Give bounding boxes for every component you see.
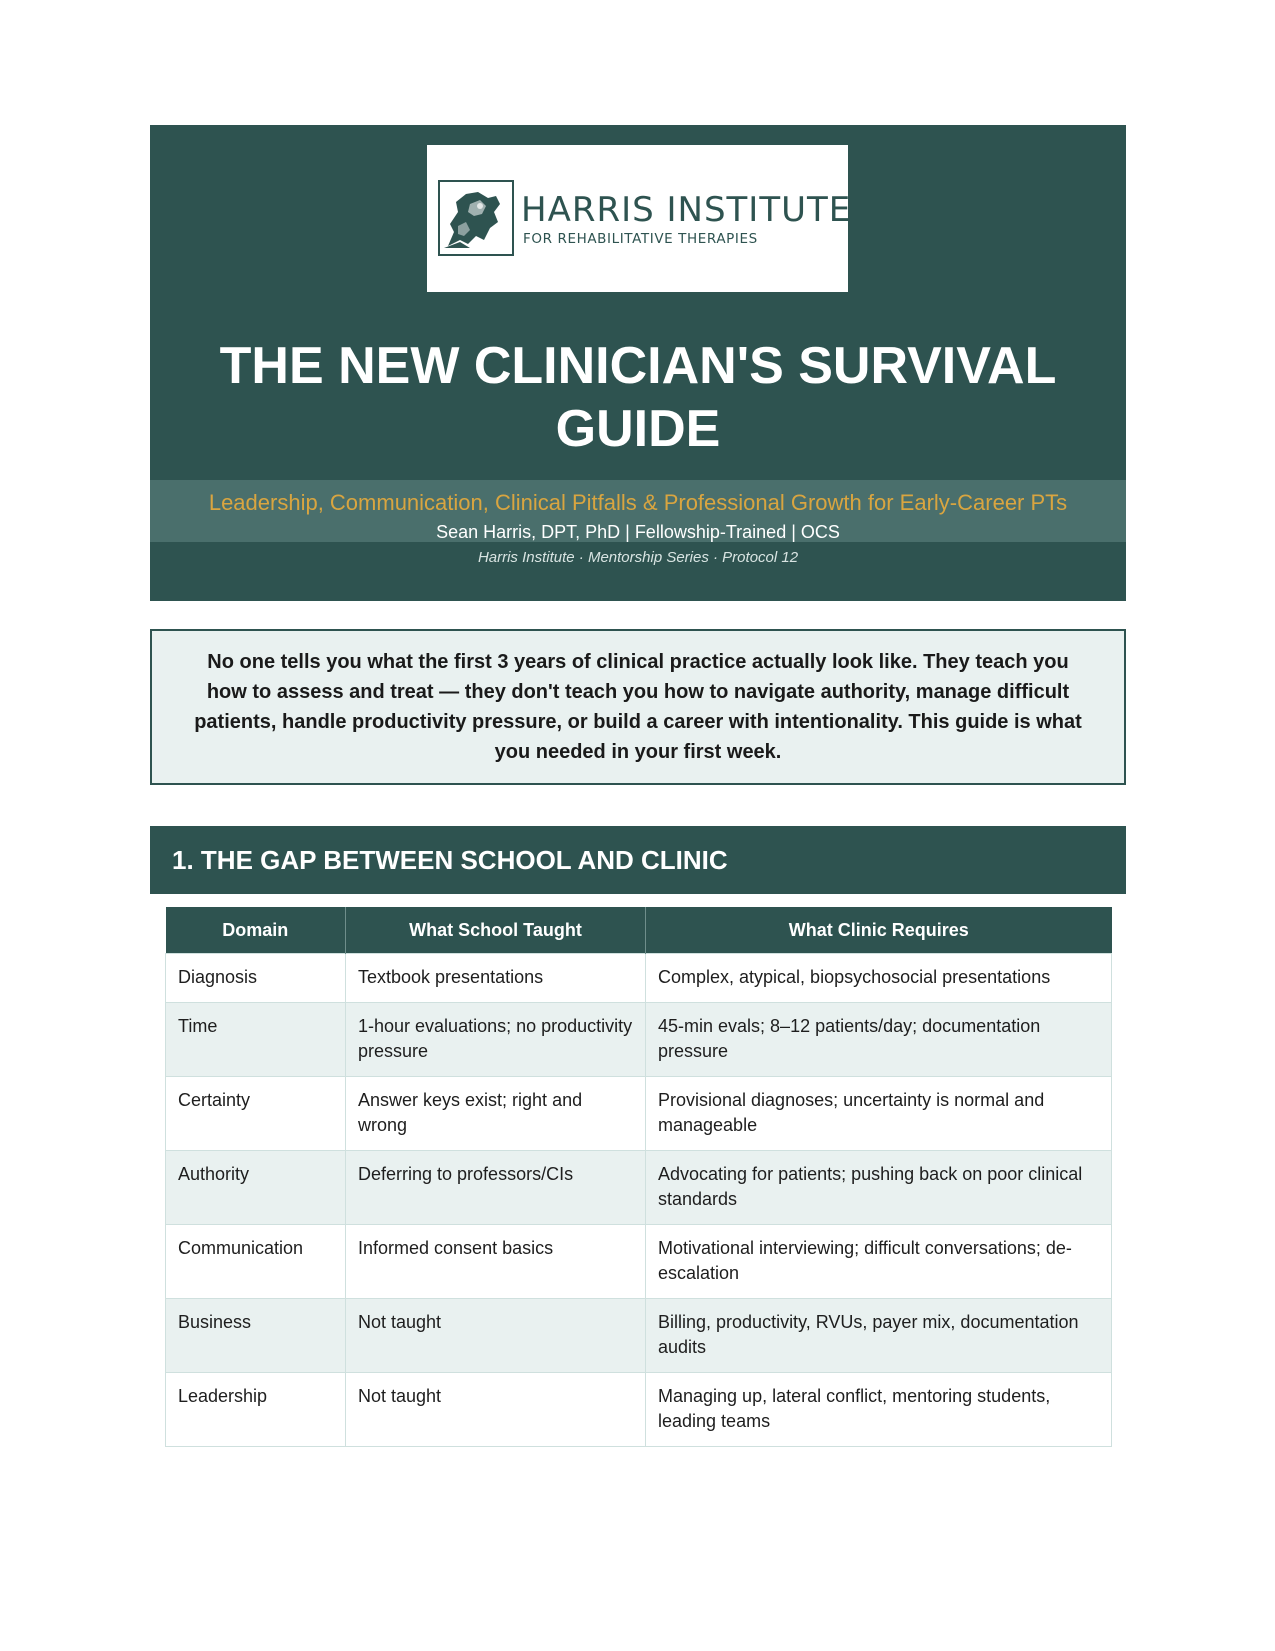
column-header-school: What School Taught <box>346 907 646 954</box>
table-cell: Time <box>166 1003 346 1077</box>
table-cell: Provisional diagnoses; uncertainty is normal and manageable <box>646 1077 1112 1151</box>
table-cell: Informed consent basics <box>346 1225 646 1299</box>
table-cell: Textbook presentations <box>346 954 646 1003</box>
section-heading <box>150 826 1126 894</box>
institute-logo <box>427 145 852 292</box>
column-header-clinic: What Clinic Requires <box>646 907 1112 954</box>
author-line: Sean Harris, DPT, PhD | Fellowship-Trained | OCS <box>436 522 840 542</box>
document-title: THE NEW CLINICIAN'S SURVIVAL GUIDE <box>219 337 1057 458</box>
intro-text: No one tells you what the first 3 years of clinical practice actually look like. They teach you how to assess and treat — they don't teach you how to navigate authority, manage difficult patients, handle productivity pressure, or build a career with intentionality. This guide is what you needed in your first week. <box>194 651 1082 763</box>
series-line: Harris Institute · Mentorship Series · Protocol 12 <box>477 549 799 566</box>
table-row <box>166 1077 1112 1151</box>
table-cell: Diagnosis <box>166 954 346 1003</box>
table-cell: Answer keys exist; right and wrong <box>346 1077 646 1151</box>
table-cell: Billing, productivity, RVUs, payer mix, documentation audits <box>646 1299 1112 1373</box>
table-row <box>166 1225 1112 1299</box>
table-cell: Authority <box>166 1151 346 1225</box>
table-header-row <box>166 907 1112 954</box>
table-cell: Deferring to professors/CIs <box>346 1151 646 1225</box>
tagline: Leadership, Communication, Clinical Pitfalls & Professional Growth for Early-Career PTs <box>208 490 1068 515</box>
table-cell: Communication <box>166 1225 346 1299</box>
table-row <box>166 1151 1112 1225</box>
table-row <box>166 1003 1112 1077</box>
logo-emblem-icon <box>438 180 514 256</box>
table-cell: 1-hour evaluations; no productivity pressure <box>346 1003 646 1077</box>
table-row <box>166 1299 1112 1373</box>
table-cell: Business <box>166 1299 346 1373</box>
table-row <box>166 1373 1112 1447</box>
table-cell: Not taught <box>346 1299 646 1373</box>
logo-subtitle: FOR REHABILITATIVE THERAPIES <box>523 231 758 247</box>
table-cell: Not taught <box>346 1373 646 1447</box>
intro-callout <box>150 629 1126 785</box>
table-cell: Certainty <box>166 1077 346 1151</box>
title-banner <box>150 125 1126 601</box>
table-cell: Complex, atypical, biopsychosocial presentations <box>646 954 1112 1003</box>
table-cell: Managing up, lateral conflict, mentoring students, leading teams <box>646 1373 1112 1447</box>
logo-name: HARRIS INSTITUTE <box>521 190 852 230</box>
table-cell: Motivational interviewing; difficult conversations; de-escalation <box>646 1225 1112 1299</box>
table-cell: 45-min evals; 8–12 patients/day; documentation pressure <box>646 1003 1112 1077</box>
section-heading-text: 1. THE GAP BETWEEN SCHOOL AND CLINIC <box>172 845 728 875</box>
column-header-domain: Domain <box>166 907 346 954</box>
school-vs-clinic-table <box>165 907 1112 1447</box>
table-cell: Advocating for patients; pushing back on poor clinical standards <box>646 1151 1112 1225</box>
table-cell: Leadership <box>166 1373 346 1447</box>
table-row <box>166 954 1112 1003</box>
